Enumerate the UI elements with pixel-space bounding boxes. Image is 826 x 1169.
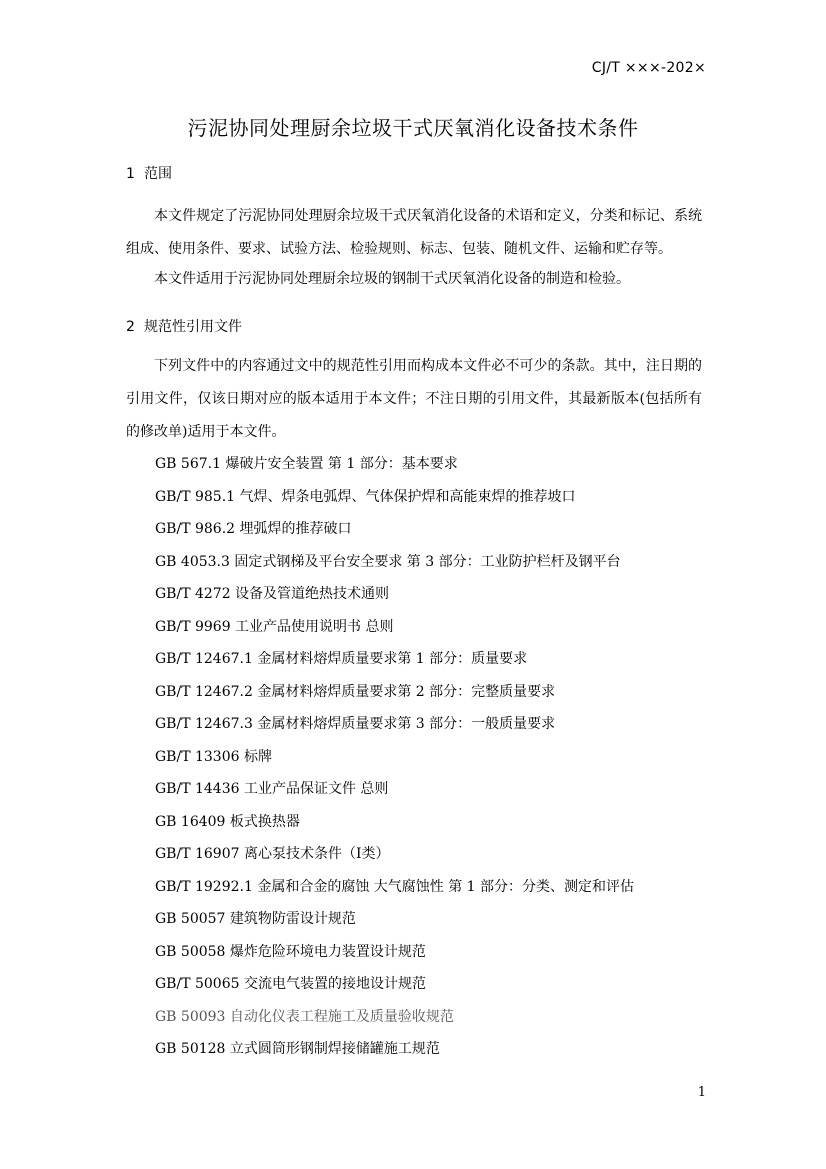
- reference-item: GB/T 12467.3 金属材料熔焊质量要求第 3 部分：一般质量要求: [155, 716, 556, 732]
- section-2-intro: 下列文件中的内容通过文中的规范性引用而构成本文件必不可少的条款。其中，注日期的引用文件，仅该日期对应的版本适用于本文件；不注日期的引用文件，其最新版本(包括所有的修改单)适用于本文件。: [126, 358, 702, 440]
- document-code: CJ/T ×××-202×: [591, 60, 706, 76]
- reference-item: GB/T 14436 工业产品保证文件 总则: [155, 781, 389, 797]
- section-2-number: 2: [126, 319, 135, 335]
- reference-item: GB 50128 立式圆筒形钢制焊接储罐施工规范: [155, 1041, 440, 1057]
- reference-item: GB 50057 建筑物防雷设计规范: [155, 911, 356, 927]
- reference-item: GB/T 4272 设备及管道绝热技术通则: [155, 586, 390, 602]
- section-1-paragraph: 本文件适用于污泥协同处理厨余垃圾的钢制干式厌氧消化设备的制造和检验。: [154, 271, 630, 287]
- section-2-heading: [126, 316, 242, 336]
- section-1-heading: [126, 163, 172, 183]
- reference-item: GB/T 16907 离心泵技术条件（I类）: [155, 846, 390, 862]
- reference-item: GB/T 50065 交流电气装置的接地设计规范: [155, 976, 426, 992]
- reference-item: GB/T 13306 标牌: [155, 748, 272, 765]
- section-1-number: 1: [126, 166, 135, 182]
- section-2-title: 规范性引用文件: [144, 319, 242, 335]
- reference-item: GB/T 985.1 气焊、焊条电弧焊、气体保护焊和高能束焊的推荐坡口: [155, 488, 576, 505]
- reference-item: GB 567.1 爆破片安全装置 第 1 部分：基本要求: [155, 456, 458, 472]
- section-1-paragraph: 本文件规定了污泥协同处理厨余垃圾干式厌氧消化设备的术语和定义，分类和标记、系统组成、使用条件、要求、试验方法、检验规则、标志、包装、随机文件、运输和贮存等。: [126, 208, 702, 257]
- reference-item: GB 16409 板式换热器: [155, 813, 300, 830]
- reference-item: GB/T 9969 工业产品使用说明书 总则: [155, 618, 394, 635]
- reference-item: GB/T 986.2 埋弧焊的推荐破口: [155, 521, 352, 537]
- reference-item: GB/T 12467.2 金属材料熔焊质量要求第 2 部分：完整质量要求: [155, 683, 556, 700]
- document-title: 污泥协同处理厨余垃圾干式厌氧消化设备技术条件: [187, 116, 639, 140]
- section-1-title: 范围: [144, 166, 172, 182]
- reference-item: GB 4053.3 固定式钢梯及平台安全要求 第 3 部分：工业防护栏杆及钢平台: [155, 553, 621, 570]
- reference-item: GB/T 12467.1 金属材料熔焊质量要求第 1 部分：质量要求: [155, 651, 528, 667]
- reference-list: [155, 448, 634, 1066]
- page-number: 1: [697, 1085, 706, 1100]
- reference-item: GB 50058 爆炸危险环境电力装置设计规范: [155, 943, 426, 960]
- reference-item: GB 50093 自动化仪表工程施工及质量验收规范: [155, 1008, 454, 1025]
- reference-item: GB/T 19292.1 金属和合金的腐蚀 大气腐蚀性 第 1 部分：分类、测定和评估: [155, 878, 635, 895]
